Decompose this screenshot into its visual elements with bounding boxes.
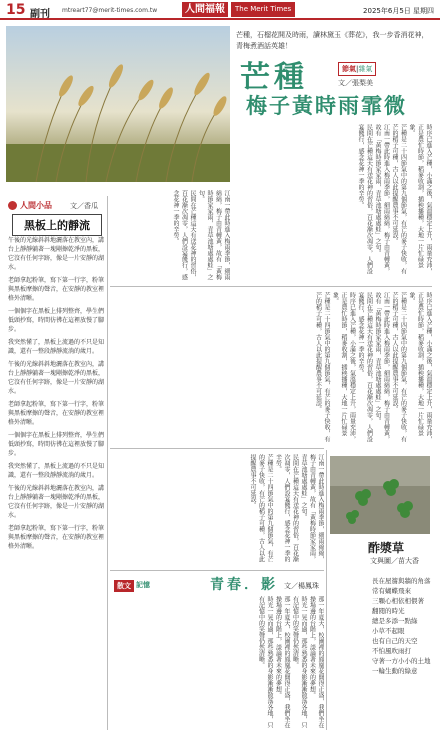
essay-paragraph: 我突然懂了，黑板上流過的不只是知識，還有一整段靜靜流淌的歲月。 — [8, 463, 105, 479]
page-header — [0, 0, 440, 20]
essay-paragraph: 午後的光線斜斜地灑落在教室內，講台上靜靜躺著一塊剛擦乾淨的黑板，它沒有任何字跡，像是一片安靜的湖水。 — [8, 361, 105, 395]
article-paragraph: 江南一帶此時進入梅雨季節，細雨綿綿，梅子由青轉黃，故有「黃梅時節家家雨，青草池塘處處蛙」之句。 — [374, 124, 390, 274]
essay-title: 黑板上的靜流 — [12, 214, 102, 236]
article-paragraph: 民間在芒種這天有送花神的習俗，百花漸次凋零，人們設宴餞行，感念花神一季的辛勞。 — [357, 292, 373, 442]
newspaper-logo: 人間福報 — [182, 2, 228, 17]
main-byline: 文／張梨美 — [338, 79, 373, 87]
essay-paragraph: 老師拿起粉筆，寫下第一行字，粉筆與黑板摩擦的聲音，在安靜的教室裡格外清晰。 — [8, 401, 105, 426]
poem-title: 酢漿草 — [368, 541, 405, 555]
article-paragraph: 民間在芒種這天有送花神的習俗，百花漸次凋零，人們設宴餞行，感念花神一季的辛勞。 — [357, 124, 373, 274]
essay-paragraph: 一個個字在黑板上排列整齊，學生們低頭抄寫，時間彷彿在這裡放慢了腳步。 — [8, 308, 105, 333]
topic-tag-primary: 節氣 — [342, 65, 356, 73]
poem-line: 長在屋簷與牆的角落 — [372, 577, 431, 585]
essay-paragraph: 午後的光線斜斜地灑落在教室內，講台上靜靜躺著一塊剛擦乾淨的黑板，它沒有任何字跡，像是一片安靜的湖水。 — [8, 485, 105, 519]
youth-label: 記憶 — [136, 581, 150, 589]
pin-icon — [8, 201, 17, 210]
youth-paragraph: 那一年夏天，校園裡的鳳凰花開得正盛，我們坐在操場邊的台階上，談論著未來的夢想。 — [308, 596, 324, 728]
divider — [110, 286, 432, 287]
topic-tags: 節氣|雜氣 — [338, 62, 376, 76]
wood-sorrel-photo — [330, 456, 430, 534]
column-divider — [107, 196, 108, 730]
main-title: 芒種 — [240, 60, 308, 95]
poem-byline: 文與圖／苗大香 — [370, 557, 419, 565]
article-paragraph: 民間在芒種這天有送花神的習俗，百花漸次凋零，人們設宴餞行，感念花神一季的辛勞。 — [172, 190, 196, 280]
poem-line: 也有自己的天空 — [372, 637, 418, 645]
article-paragraph: 江南一帶此時進入梅雨季節，細雨綿綿，梅子由青轉黃，故有「黃梅時節家家雨，青草池塘處處蛙」之句。 — [374, 292, 390, 442]
poem-line: 守著一方小小的土地 — [372, 657, 431, 665]
main-article-body-lower — [110, 292, 432, 442]
article-paragraph: 時序已進入芒種，小滿之後，氣溫穩定上升，雨量充沛，正是農忙時節，稻麥收割，插秧播種，大地一片忙碌景象。 — [408, 292, 432, 442]
newspaper-english-name: The Merit Times — [231, 2, 295, 17]
divider — [110, 570, 324, 571]
poem-line: 總是多添一點綠 — [372, 617, 418, 625]
youth-paragraph: 時光一晃而過，那些熟悉的身影漸漸散落各地，只有記憶中的笑聲仍然清晰。 — [291, 596, 307, 728]
youth-body — [110, 596, 324, 730]
section-name: 副刊 — [30, 9, 50, 20]
article-paragraph: 芒種是二十四節氣中的第九個節氣，有芒的麥子快收，有芒的稻子可種，古人以此提醒農事不可延誤。 — [391, 124, 407, 274]
divider — [110, 448, 324, 449]
poem-line: 不怕風吹雨打 — [372, 647, 411, 655]
main-article-body-cont — [110, 190, 230, 280]
issue-date: 2025年6月5日 星期四 — [363, 7, 434, 15]
article-paragraph: 時序已進入芒種，小滿之後，氣溫穩定上升，雨量充沛，正是農忙時節，稻麥收割，插秧播種，大地一片忙碌景象。 — [408, 124, 432, 274]
youth-paragraph: 那一年夏天，校園裡的鳳凰花開得正盛，我們坐在操場邊的台階上，談論著未來的夢想。 — [274, 596, 290, 728]
youth-paragraph: 時光一晃而過，那些熟悉的身影漸漸散落各地，只有記憶中的笑聲仍然清晰。 — [257, 596, 273, 728]
article-paragraph: 時序已進入芒種，小滿之後，氣溫穩定上升，雨量充沛，正是農忙時節，稻麥收割，插秧播種，大地一片忙碌景象。 — [331, 292, 356, 442]
topic-tag-secondary: 雜氣 — [358, 65, 373, 73]
essay-paragraph: 午後的光線斜斜地灑落在教室內，講台上靜靜躺著一塊剛擦乾淨的黑板，它沒有任何字跡，像是一片安靜的湖水。 — [8, 237, 105, 271]
essay-paragraph: 老師拿起粉筆，寫下第一行字，粉筆與黑板摩擦的聲音，在安靜的教室裡格外清晰。 — [8, 525, 105, 550]
article-paragraph: 民間在芒種這天有送花神的習俗，百花漸次凋零，人們設宴餞行，感念花神一季的辛勞。 — [274, 454, 299, 562]
poem-line: 小草不起眼 — [372, 627, 405, 635]
article-paragraph: 芒種是二十四節氣中的第九個節氣，有芒的麥子快收，有芒的稻子可種，古人以此提醒農事不可延誤。 — [391, 292, 407, 442]
essay-body — [8, 236, 106, 730]
article-paragraph: 江南一帶此時進入梅雨季節，細雨綿綿，梅子由青轉黃，故有「黃梅時節家家雨，青草池塘處處蛙」之句。 — [197, 190, 230, 280]
article-paragraph: 芒種是二十四節氣中的第九個節氣，有芒的麥子快收，有芒的稻子可種，古人以此提醒農事不可延誤。 — [249, 454, 273, 562]
essay-paragraph: 老師拿起粉筆，寫下第一行字，粉筆與黑板摩擦的聲音，在安靜的教室裡格外清晰。 — [8, 277, 105, 302]
article-paragraph: 芒種是二十四節氣中的第九個節氣，有芒的麥子快收，有芒的稻子可種，古人以此提醒農事不可延誤。 — [314, 292, 330, 442]
essay-label: 人間小品 — [20, 201, 52, 210]
lead-subtitle: 芒種，石榴花開及時雨，讀林黛玉《葬花》，我一步香消花神，青梅煮酒話英雄！ — [236, 31, 429, 50]
youth-tag: 散文 — [114, 580, 134, 592]
essay-paragraph: 我突然懂了，黑板上流過的不只是知識，還有一整段靜靜流淌的歲月。 — [8, 339, 105, 355]
contact-email: mtreart77@merit-times.com.tw — [62, 7, 158, 14]
poem-line: 常有蝴蝶飛來 — [372, 587, 411, 595]
essay-byline: 文／香瓜 — [70, 202, 98, 210]
wheat-field-photo — [6, 26, 230, 182]
youth-byline: 文／楊鳳珠 — [284, 582, 319, 590]
poem-lines — [372, 576, 431, 676]
poem-line: 三顆心相依相偎著 — [372, 597, 424, 605]
poem-line: 一輪生動的綠意 — [372, 667, 418, 675]
page-number: 15 — [6, 2, 26, 18]
column-divider — [326, 450, 327, 730]
youth-title: 青春．影 — [210, 577, 278, 593]
poem-line: 翻閱的時光 — [372, 607, 405, 615]
main-article-body-end — [110, 454, 324, 566]
main-article-body — [236, 124, 432, 274]
essay-paragraph: 一個個字在黑板上排列整齊，學生們低頭抄寫，時間彷彿在這裡放慢了腳步。 — [8, 432, 105, 457]
article-paragraph: 江南一帶此時進入梅雨季節，細雨綿綿，梅子由青轉黃，故有「黃梅時節家家雨，青草池塘處處蛙」之句。 — [300, 454, 324, 562]
main-subtitle: 梅子黃時雨霏微 — [246, 94, 407, 118]
